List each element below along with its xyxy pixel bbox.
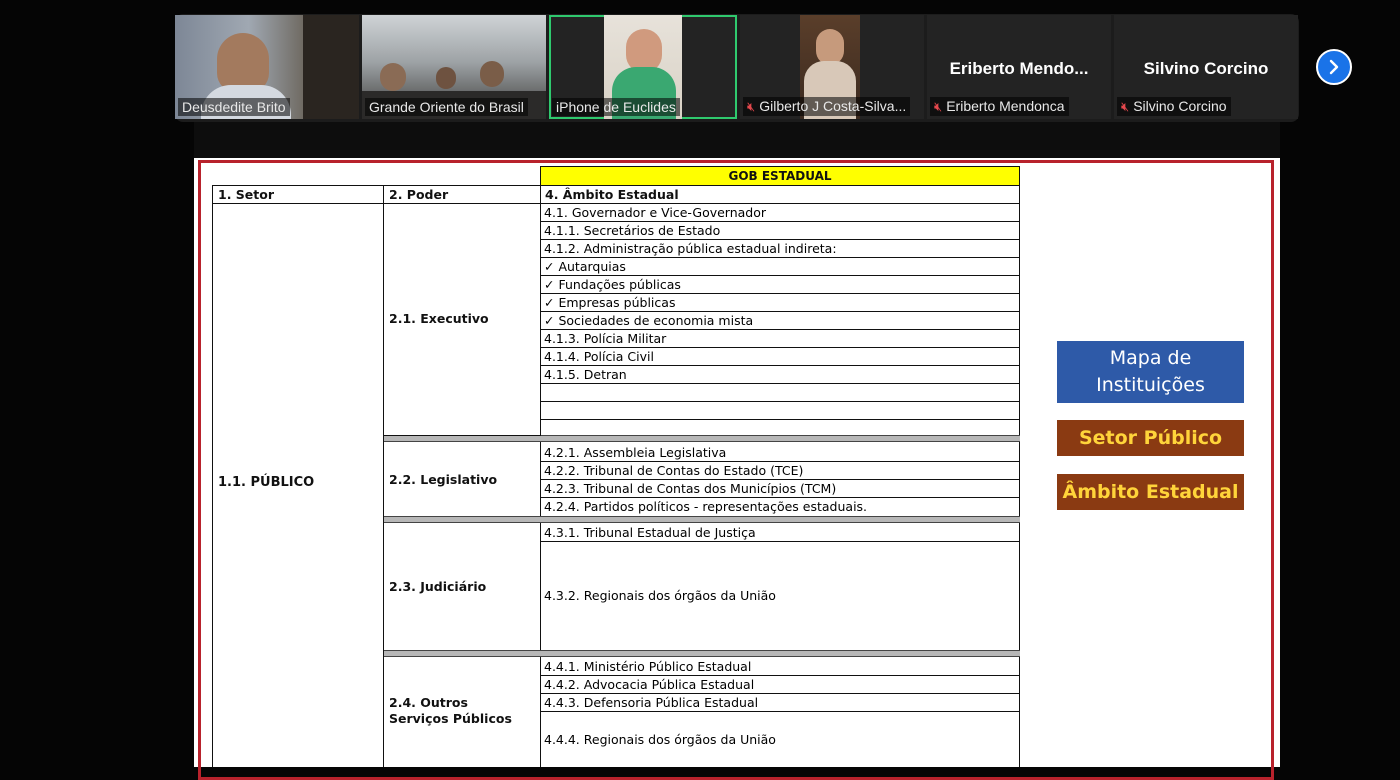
presentation-slide [194, 158, 1280, 767]
participant-strip [175, 14, 1299, 122]
table-row: 4.1.3. Polícia Militar [541, 330, 1019, 348]
participant-display-name: Eriberto Mendo... [949, 59, 1089, 78]
chevron-right-icon [1327, 59, 1341, 75]
table-row: 4.1.4. Polícia Civil [541, 348, 1019, 366]
table-row: 4.4.2. Advocacia Pública Estadual [541, 676, 1019, 694]
table-row: ✓ Sociedades de economia mista [541, 312, 1019, 330]
table-row: 4.4.4. Regionais dos órgãos da União [544, 732, 776, 747]
table-top-header: GOB ESTADUAL [540, 166, 1020, 186]
ambito-estadual-banner: Âmbito Estadual [1057, 474, 1244, 510]
setor-publico-label: 1.1. PÚBLICO [218, 475, 315, 490]
table-row: ✓ Empresas públicas [541, 294, 1019, 312]
table-row: 4.1.2. Administração pública estadual indireta: [541, 240, 1019, 258]
participant-name: 🔇︎ Silvino Corcino [1117, 97, 1231, 116]
mapa-instituicoes-banner: Mapa de Instituições [1057, 341, 1244, 403]
col-header-poder: 2. Poder [389, 187, 449, 202]
table-row: 4.4.1. Ministério Público Estadual [541, 658, 1019, 676]
section-separator [384, 516, 1020, 523]
mic-off-icon: 🔇︎ [1121, 99, 1130, 114]
participant-name: 🔇︎ Gilberto J Costa-Silva... [743, 97, 910, 116]
setor-publico-banner: Setor Público [1057, 420, 1244, 456]
table-row [541, 384, 1019, 402]
participant-display-name: Silvino Corcino [1143, 59, 1269, 78]
mic-off-icon: 🔇︎ [934, 99, 943, 114]
participant-name: Grande Oriente do Brasil [365, 98, 528, 116]
table-row: 4.4.3. Defensoria Pública Estadual [541, 694, 1019, 712]
table-row: 4.2.3. Tribunal de Contas dos Municípios (TCM) [541, 480, 1019, 498]
table-row: 4.3.2. Regionais dos órgãos da União [544, 588, 776, 603]
participant-name: 🔇︎ Eriberto Mendonca [930, 97, 1069, 116]
poder-judiciario-label: 2.3. Judiciário [389, 579, 487, 594]
section-separator [384, 650, 1020, 657]
table-row: 4.1.1. Secretários de Estado [541, 222, 1019, 240]
table-row: 4.1. Governador e Vice-Governador [541, 204, 1019, 222]
table-row [541, 420, 1019, 436]
participant-tile[interactable] [740, 15, 924, 119]
participant-name: Deusdedite Brito [178, 98, 290, 116]
table-row: ✓ Fundações públicas [541, 276, 1019, 294]
participant-tile[interactable] [1114, 15, 1298, 119]
section-separator [384, 435, 1020, 442]
participant-tile[interactable] [927, 15, 1111, 119]
table-row: 4.1.5. Detran [541, 366, 1019, 384]
participant-tile[interactable] [175, 15, 359, 119]
table-row [541, 402, 1019, 420]
poder-executivo-label: 2.1. Executivo [389, 311, 489, 326]
col-header-ambito: 4. Âmbito Estadual [545, 187, 679, 202]
col-header-setor: 1. Setor [218, 187, 275, 202]
table-row: 4.3.1. Tribunal Estadual de Justiça [541, 524, 1019, 542]
poder-outros-label: 2.4. Outros Serviços Públicos [389, 695, 512, 726]
table-row: 4.2.2. Tribunal de Contas do Estado (TCE) [541, 462, 1019, 480]
participant-name: iPhone de Euclides [552, 98, 680, 116]
mic-off-icon: 🔇︎ [747, 99, 756, 114]
participant-tile-active[interactable] [549, 15, 737, 119]
table-row: 4.2.1. Assembleia Legislativa [541, 444, 1019, 462]
next-page-button[interactable] [1316, 49, 1352, 85]
participant-tile[interactable] [362, 15, 546, 119]
table-row: 4.2.4. Partidos políticos - representações estaduais. [544, 499, 868, 514]
poder-legislativo-label: 2.2. Legislativo [389, 472, 498, 487]
table-row: ✓ Autarquias [541, 258, 1019, 276]
